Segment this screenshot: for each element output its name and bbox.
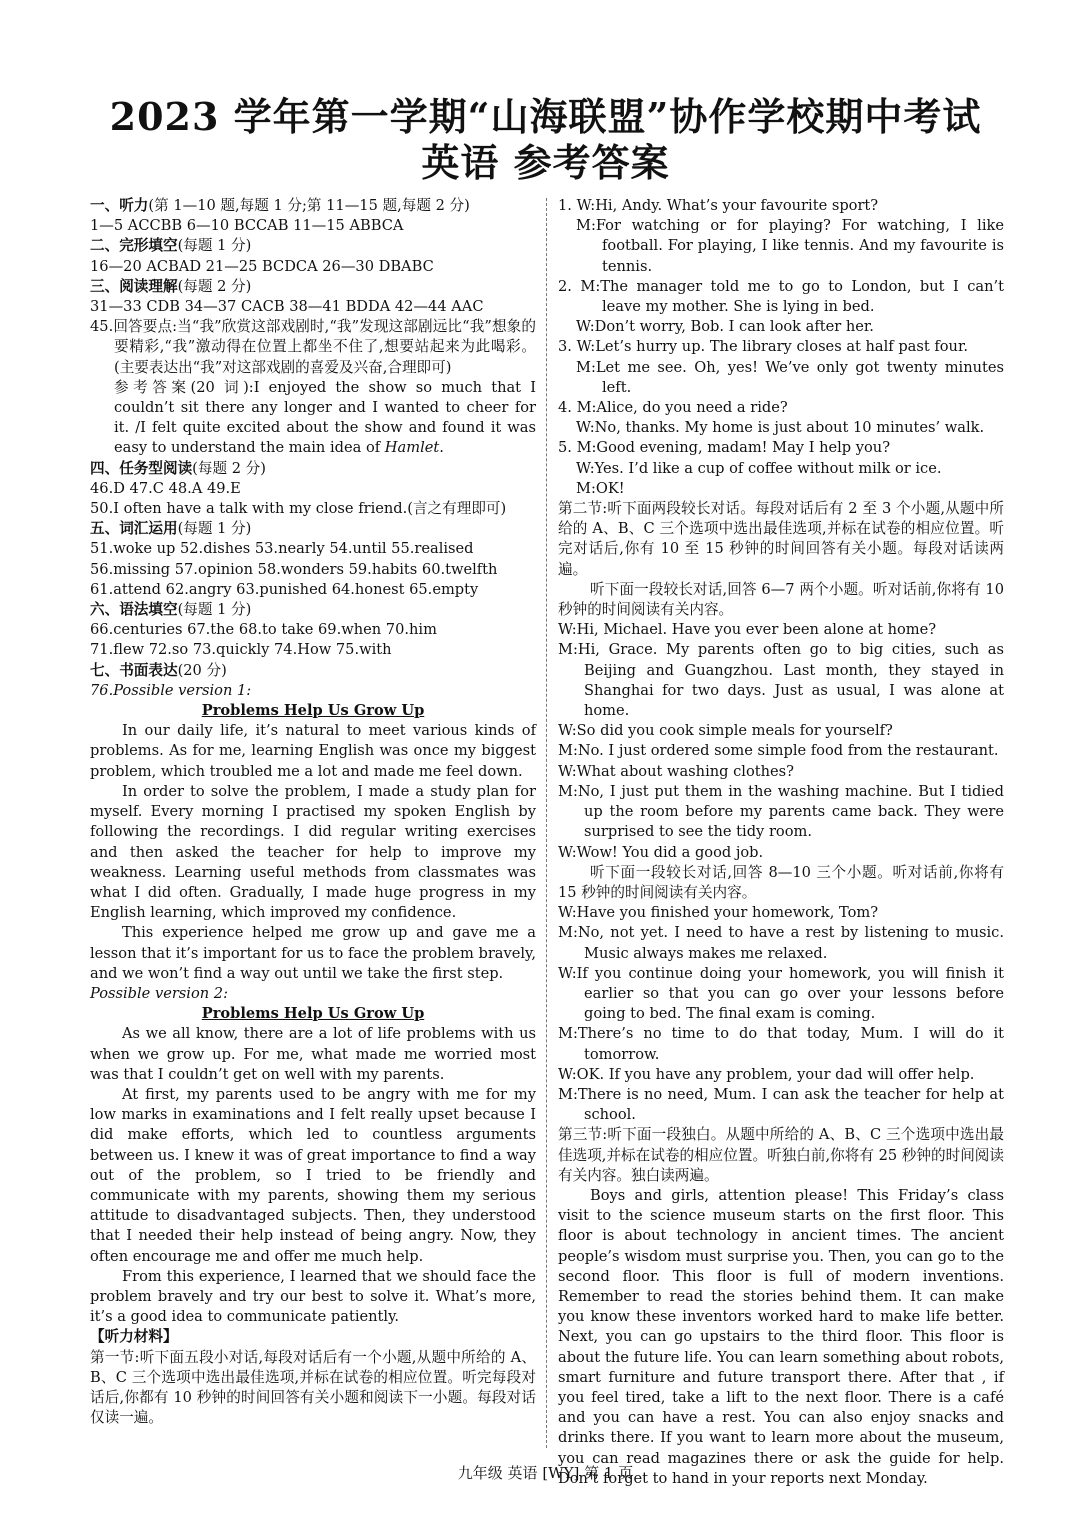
dialogue-line: W:Yes. I’d like a cup of coffee without milk or ice. xyxy=(576,459,942,477)
dialogue-line: W:So did you cook simple meals for yourself? xyxy=(558,722,893,740)
dialogue-line: W:Hi, Michael. Have you ever been alone at home? xyxy=(558,621,937,639)
dialogue-line: 5. M:Good evening, madam! May I help you? xyxy=(558,439,891,457)
dialogue-line: M:No, I just put them in the washing machine. But I tidied up the room before my parents came back. They were surprised to see the tidy room. xyxy=(558,782,1004,841)
answers: 71.flew 72.so 73.quickly 74.How 75.with xyxy=(90,641,392,659)
answers: 51.woke up 52.dishes 53.nearly 54.until 55.realised xyxy=(90,540,474,558)
essay-paragraph: As we all know, there are a lot of life problems with us when we grow up. For me, what made me worried most was that I couldn’t get on well with my parents. xyxy=(90,1025,536,1083)
dialogue-line: W:No, thanks. My home is just about 10 minutes’ walk. xyxy=(576,419,985,437)
answers: 56.missing 57.opinion 58.wonders 59.habits 60.twelfth xyxy=(90,560,498,578)
dialogue-line: W:Wow! You did a good job. xyxy=(558,843,764,861)
dialogue-line: M:For watching or for playing? For watching, I like football. For playing, I like tennis. And my favourite is tennis. xyxy=(576,217,1004,275)
section-heading: 二、完形填空(每题 1 分) xyxy=(90,237,252,255)
section-heading: 五、词汇运用(每题 1 分) xyxy=(90,520,252,538)
section-instructions: 第三节:听下面一段独白。从题中所给的 A、B、C 三个选项中选出最佳选项,并标在试卷的相应位置。听独白前,你将有 25 秒钟的时间阅读有关内容。独白读两遍。 xyxy=(558,1126,1004,1184)
dialogue-line: W:What about washing clothes? xyxy=(558,762,794,780)
listening-material-heading: 【听力材料】 xyxy=(90,1328,178,1346)
answers: 1—5 ACCBB 6—10 BCCAB 11—15 ABBCA xyxy=(90,217,404,235)
conversation-intro: 听下面一段较长对话,回答 8—10 三个小题。听对话前,你将有 15 秒钟的时间阅读有关内容。 xyxy=(558,863,1004,901)
essay-paragraph: At first, my parents used to be angry with me for my low marks in examinations and I felt really upset because I did make efforts, which led to countless arguments between us. I knew it was of great importance to find a way out of the problem, so I tried to be friendly and communicate with my parents, showing them my serious attitude to disadvantaged subjects. Then, they understood that I needed their help instead of being angry. Now, they often encourage me and offer me much help. xyxy=(90,1085,536,1265)
dialogue-line: W:Don’t worry, Bob. I can look after her. xyxy=(576,318,874,336)
section-heading: 六、语法填空(每题 1 分) xyxy=(90,601,252,619)
page-subtitle: 英语 参考答案 xyxy=(421,140,670,185)
dialogue-line: 4. M:Alice, do you need a ride? xyxy=(558,399,788,417)
dialogue-line: M:There is no need, Mum. I can ask the teacher for help at school. xyxy=(558,1085,1004,1124)
answers: 66.centuries 67.the 68.to take 69.when 70.him xyxy=(90,621,437,639)
essay-paragraph: In our daily life, it’s natural to meet various kinds of problems. As for me, learning English was once my biggest problem, which troubled me a lot and made me feel down. xyxy=(90,722,536,780)
dialogue-line: M:No. I just ordered some simple food from the restaurant. xyxy=(558,742,999,760)
version-label: Possible version 2: xyxy=(90,984,228,1002)
dialogue-line: 3. W:Let’s hurry up. The library closes at half past four. xyxy=(558,338,968,356)
dialogue-line: M:Hi, Grace. My parents often go to big cities, such as Beijing and Guangzhou. Last month, they stayed in Shanghai for two days. Just as usual, I was alone at home. xyxy=(558,641,1004,720)
section-heading: 四、任务型阅读(每题 2 分) xyxy=(90,459,266,477)
section-instructions: 第二节:听下面两段较长对话。每段对话后有 2 至 3 个小题,从题中所给的 A、B、C 三个选项中选出最佳选项,并标在试卷的相应位置。听完对话后,你有 10 至 15 秒钟的时间回答有关小题。每段对话读两遍。 xyxy=(558,500,1004,578)
dialogue-line: 1. W:Hi, Andy. What’s your favourite sport? xyxy=(558,197,879,214)
dialogue-line: W:OK. If you have any problem, your dad will offer help. xyxy=(558,1065,975,1083)
section-heading: 三、阅读理解(每题 2 分) xyxy=(90,277,252,295)
transcript-column xyxy=(558,196,1004,1489)
dialogue-line: 2. M:The manager told me to go to London, but I can’t leave my mother. She is lying in bed. xyxy=(558,277,1004,316)
version-label: 76.Possible version 1: xyxy=(90,681,252,699)
answers: 61.attend 62.angry 63.punished 64.honest 65.empty xyxy=(90,580,479,598)
answer-key-column xyxy=(90,196,536,1428)
q45-reference: 参考答案(20 词):I enjoyed the show so much that I couldn’t sit there any longer and I wanted to cheer for it. /I felt quite excited about the show and found it was easy to understand the main idea of Hamlet. xyxy=(114,378,536,457)
q45-answer: 45.回答要点:当“我”欣赏这部戏剧时,“我”发现这部剧远比“我”想象的要精彩,“我”激动得在位置上都坐不住了,想要站起来为此喝彩。(主要表达出“我”对这部戏剧的喜爱及兴奋,合理即可) xyxy=(90,318,536,376)
answers: 46.D 47.C 48.A 49.E xyxy=(90,479,241,497)
section-heading: 七、书面表达(20 分) xyxy=(90,661,227,679)
section-heading: 一、听力(第 1—10 题,每题 1 分;第 11—15 题,每题 2 分) xyxy=(90,197,470,214)
dialogue-line: M:OK! xyxy=(576,479,625,497)
section-instructions: 第一节:听下面五段小对话,每段对话后有一个小题,从题中所给的 A、B、C 三个选项中选出最佳选项,并标在试卷的相应位置。听完每段对话后,你都有 10 秒钟的时间回答有关小题和阅读下一小题。每段对话仅读一遍。 xyxy=(90,1348,536,1427)
dialogue-line: W:Have you finished your homework, Tom? xyxy=(558,904,879,922)
essay-paragraph: From this experience, I learned that we should face the problem bravely and try our best to solve it. What’s more, it’s a good idea to communicate patiently. xyxy=(90,1267,536,1326)
essay-title: Problems Help Us Grow Up xyxy=(201,1005,425,1023)
dialogue-line: M:Let me see. Oh, yes! We’ve only got twenty minutes left. xyxy=(576,358,1004,396)
essay-title: Problems Help Us Grow Up xyxy=(201,702,425,720)
page-footer: 九年级 英语 [WY] 第 1 页 xyxy=(457,1464,634,1482)
monologue: Boys and girls, attention please! This Friday’s class visit to the science museum starts on the first floor. This floor is about technology in ancient times. The ancient people’s wisdom must surprise you. Then, you can go to the second floor. This floor is full of modern inventions. Remember to read the stories behind them. It can make you know these inventors worked hard to make life better. Next, you can go upstairs to the third floor. This floor is about the future life. You can learn something about robots, smart furniture and future transport there. After that , if you feel tired, take a lift to the next floor. There is a café and you can have a rest. You can also enjoy snacks and drinks there. If you want to learn more about the museum, you can read magazines there or ask the guide for help. Don’t forget to hand in your reports next Monday. xyxy=(558,1186,1004,1487)
page-title: 2023 学年第一学期“山海联盟”协作学校期中考试 xyxy=(109,94,982,139)
dialogue-line: M:There’s no time to do that today, Mum. I will do it tomorrow. xyxy=(558,1025,1004,1063)
q50-answer: 50.I often have a talk with my close friend.(言之有理即可) xyxy=(90,500,507,518)
dialogue-line: W:If you continue doing your homework, you will finish it earlier so that you can go over your lessons before going to bed. The final exam is coming. xyxy=(558,964,1004,1023)
dialogue-line: M:No, not yet. I need to have a rest by listening to music. Music always makes me relaxed. xyxy=(558,924,1004,962)
conversation-intro: 听下面一段较长对话,回答 6—7 两个小题。听对话前,你将有 10 秒钟的时间阅读有关内容。 xyxy=(558,580,1004,619)
answers: 31—33 CDB 34—37 CACB 38—41 BDDA 42—44 AAC xyxy=(90,298,484,316)
essay-paragraph: In order to solve the problem, I made a study plan for myself. Every morning I practised my spoken English by following the recordings. I did regular writing exercises and then asked the teacher for help to improve my weakness. Learning useful methods from classmates was what I did often. Gradually, I made huge progress in my English learning, which improved my confidence. xyxy=(90,782,536,922)
column-divider xyxy=(546,198,547,1448)
essay-paragraph: This experience helped me grow up and gave me a lesson that it’s important for us to face the problem bravely, and we won’t find a way out until we take the first step. xyxy=(90,924,536,982)
answers: 16—20 ACBAD 21—25 BCDCA 26—30 DBABC xyxy=(90,257,434,275)
